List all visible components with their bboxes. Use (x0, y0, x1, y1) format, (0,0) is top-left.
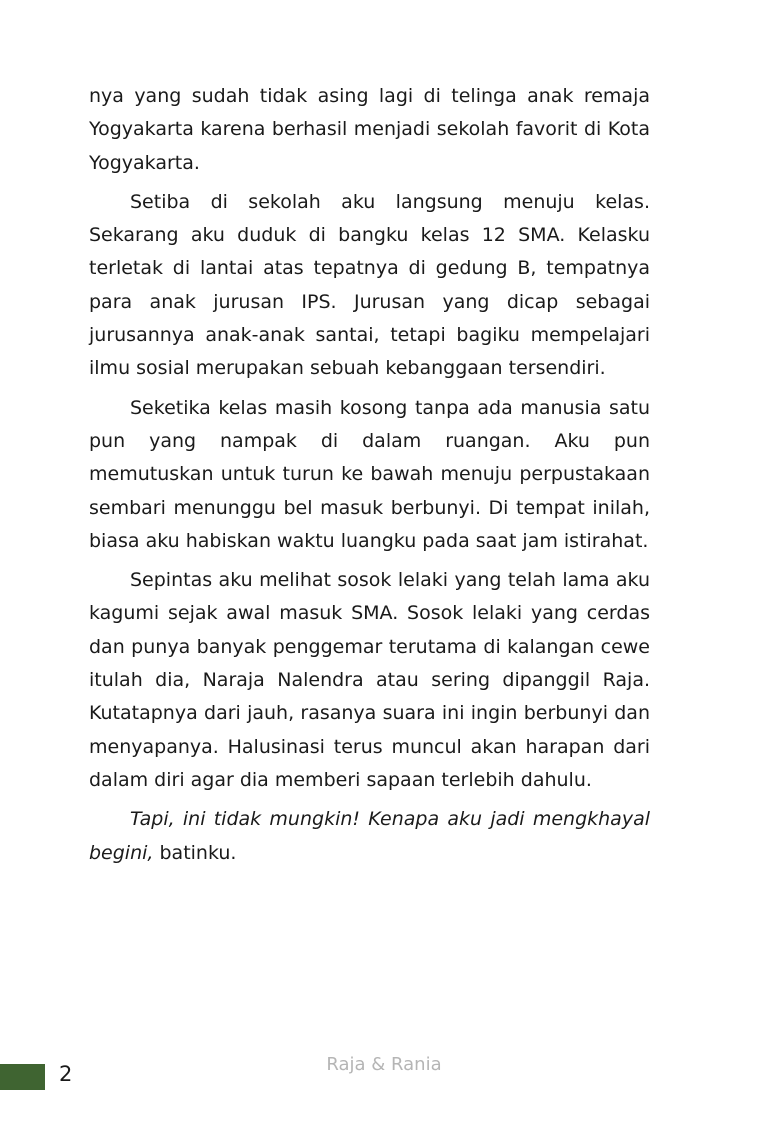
page-body (89, 80, 650, 876)
page-number: 2 (59, 1062, 73, 1086)
inner-thought-tag: batinku. (153, 841, 237, 864)
paragraph-arrival: Setiba di sekolah aku langsung menuju kelas. Sekarang aku duduk di bangku kelas 12 SMA. Kelasku terletak di lantai atas tepatnya di gedung B, tempatnya para anak jurusan IPS. Jurusan yang dicap sebagai jurusannya anak-anak santai, tetapi bagiku mempelajari ilmu sosial merupakan sebuah kebanggaan tersendiri. (89, 190, 650, 380)
paragraph-inner-thought (89, 803, 650, 870)
inner-thought-italic: Tapi, ini tidak mungkin! Kenapa aku jadi mengkhayal begini, (89, 808, 650, 864)
paragraph-empty-class: Seketika kelas masih kosong tanpa ada manusia satu pun yang nampak di dalam ruangan. Aku pun memutuskan untuk turun ke bawah menuju perpustakaan sembari menunggu bel masuk berbunyi. Di tempat inilah, biasa aku habiskan waktu luangku pada saat jam istirahat. (89, 396, 650, 552)
paragraph-continuation: nya yang sudah tidak asing lagi di telinga anak remaja Yogyakarta karena berhasil menjadi sekolah favorit di Kota Yogyakarta. (89, 85, 650, 174)
paragraph-raja: Sepintas aku melihat sosok lelaki yang telah lama aku kagumi sejak awal masuk SMA. Sosok lelaki yang cerdas dan punya banyak penggemar terutama di kalangan cewe itulah dia, Naraja Nalendra atau sering dipanggil Raja. Kutatapnya dari jauh, rasanya suara ini ingin berbunyi dan menyapanya. Halusinasi terus muncul akan harapan dari dalam diri agar dia memberi sapaan terlebih dahulu. (89, 569, 650, 791)
running-footer-title: Raja & Rania (326, 1054, 442, 1075)
